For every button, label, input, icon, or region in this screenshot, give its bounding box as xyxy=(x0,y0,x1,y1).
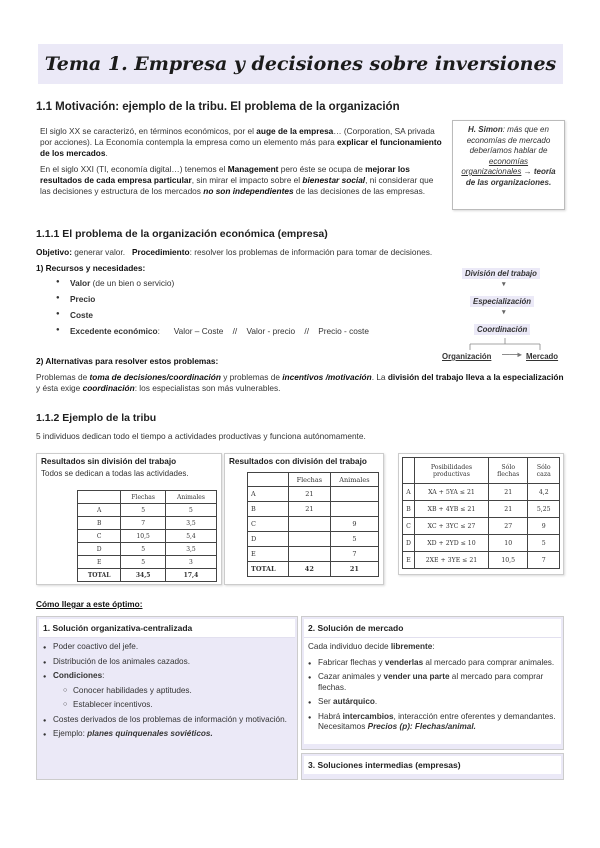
alternativas-paragraph: Problemas de toma de decisiones/coordinación y problemas de incentivos /motivación. La división del trabajo lleva a la especialización y ésta exige coordinación: los especialistas son más vulnerables. xyxy=(36,372,564,393)
paragraph-siglo-xx: El siglo XX se caracterizó, en términos económicos, por el auge de la empresa… (Corporation, SA privada por acciones). La Economía contempla la empresa como un elemento más para explicar el funcionamiento de los mercados. xyxy=(40,126,442,158)
section-heading-1-1: 1.1 Motivación: ejemplo de la tribu. El problema de la organización xyxy=(36,101,400,113)
card-body xyxy=(304,638,561,744)
table-row: D XD + 2YD ≤ 10 10 5 xyxy=(403,535,560,552)
table-row: A 21 xyxy=(248,487,379,502)
table-row: C XC + 3YC ≤ 27 27 9 xyxy=(403,518,560,535)
list-item: ● Distribución de los animales cazados. xyxy=(43,657,291,668)
table-card-con-division xyxy=(224,453,384,585)
table-row: TOTAL 34,5 17,4 xyxy=(78,569,217,582)
node-division: División del trabajo xyxy=(462,268,540,279)
page-title: Tema 1. Empresa y decisiones sobre inversiones xyxy=(44,53,557,75)
list-item: ● Costes derivados de los problemas de información y motivación. xyxy=(43,715,291,726)
recursos-list xyxy=(52,278,369,342)
arrow-down-icon: ▾ xyxy=(502,281,506,288)
table-title: Resultados sin división del trabajo xyxy=(41,457,177,466)
arrow-down-icon: ▾ xyxy=(502,309,506,316)
card-title: 2. Solución de mercado xyxy=(304,619,561,638)
objective-line: Objetivo: generar valor. Procedimiento: resolver los problemas de información para tomar de decisiones. xyxy=(36,247,433,257)
card-title: 1. Solución organizativa-centralizada xyxy=(39,619,295,638)
table-row: C 9 xyxy=(248,517,379,532)
node-organizacion: Organización xyxy=(442,352,492,361)
alternativas-heading: 2) Alternativas para resolver estos problemas: xyxy=(36,356,219,366)
table-row: E 7 xyxy=(248,547,379,562)
recursos-heading: 1) Recursos y necesidades: xyxy=(36,263,146,273)
list-item: ● Coste xyxy=(52,310,369,326)
division-trabajo-diagram xyxy=(440,268,570,368)
list-item: ● Cazar animales y vender una parte al mercado para comprar flechas. xyxy=(308,672,557,693)
list-item: ● Fabricar flechas y venderlas al mercado para comprar animales. xyxy=(308,658,557,669)
simon-note: H. Simon: más que en economías de mercado deberíamos hablar de economías organizacionales → teoría de las organizaciones. xyxy=(452,120,565,210)
table-row: B 7 3,5 xyxy=(78,517,217,530)
table-row: B XB + 4YB ≤ 21 21 5,25 xyxy=(403,501,560,518)
tribu-intro: 5 individuos dedican todo el tiempo a actividades productivas y funciona autónomamente. xyxy=(36,431,366,441)
list-item: ● Ejemplo: planes quinquenales soviéticos. xyxy=(43,729,291,740)
table-row: A XA + 5YA ≤ 21 21 4,2 xyxy=(403,484,560,501)
list-item: ● Valor (de un bien o servicio) xyxy=(52,278,369,294)
section-heading-1-1-2: 1.1.2 Ejemplo de la tribu xyxy=(36,412,157,424)
list-item: ● Habrá intercambios, interacción entre oferentes y demandantes. Necesitamos Precios (p): Flechas/animal. xyxy=(308,712,557,733)
table-card-posibilidades xyxy=(398,453,564,575)
table-subtitle: Todos se dedican a todas las actividades. xyxy=(41,469,189,478)
table-row: TOTAL 42 21 xyxy=(248,562,379,577)
node-mercado: Mercado xyxy=(526,352,559,361)
table-row: C 10,5 5,4 xyxy=(78,530,217,543)
table-row: B 21 xyxy=(248,502,379,517)
table-sin-division: Flechas Animales A 5 5 B 7 3,5 C 10,5 5,4 D 5 3,5 E 5 3 TOTAL 34,5 17,4 xyxy=(77,490,217,582)
paragraph-siglo-xxi: En el siglo XXI (TI, economía digital…) tenemos el Management pero éste se ocupa de mejorar los resultados de cada empresa particular, sin mirar el impacto sobre el bienestar social, ni considerar que las decisiones y estructura de los mercados no son independientes de las decisiones de las empresas. xyxy=(40,164,434,196)
table-row: D 5 xyxy=(248,532,379,547)
solution-card-intermedias xyxy=(301,753,564,780)
table-row: E 2XE + 3YE ≤ 21 10,5 7 xyxy=(403,552,560,569)
table-con-division: Flechas Animales A 21 B 21 C 9 D 5 E 7 TOTAL 42 21 xyxy=(247,472,379,577)
solution-card-mercado xyxy=(301,616,564,750)
card-title: 3. Soluciones intermedias (empresas) xyxy=(304,756,561,774)
node-coordinacion: Coordinación xyxy=(474,324,530,335)
sub-list-item: ○ Conocer habilidades y aptitudes. xyxy=(43,686,291,697)
list-item: ● Poder coactivo del jefe. xyxy=(43,642,291,653)
list-item: ● Ser autárquico. xyxy=(308,697,557,708)
section-heading-1-1-1: 1.1.1 El problema de la organización económica (empresa) xyxy=(36,228,328,240)
solution-card-centralizada xyxy=(36,616,298,780)
card-intro: Cada individuo decide libremente: xyxy=(308,642,435,651)
como-llegar-heading: Cómo llegar a este óptimo: xyxy=(36,599,143,609)
card-body xyxy=(39,638,295,774)
table-row: A 5 5 xyxy=(78,504,217,517)
table-title: Resultados con división del trabajo xyxy=(229,457,367,466)
arrow-right-icon: ——▸ xyxy=(502,350,522,359)
node-especializacion: Especialización xyxy=(470,296,534,307)
list-item: ● Condiciones: xyxy=(43,671,291,682)
table-row: E 5 3 xyxy=(78,556,217,569)
table-posibilidades: Posibilidades productivas Sólo flechas Sólo caza A XA + 5YA ≤ 21 21 4,2 B XB + 4YB ≤ 21 21 5,25 C XC + 3YC ≤ 27 27 9 D XD + 2YD ≤ 10 10 5 E 2XE + 3YE ≤ 21 10,5 7 xyxy=(402,457,560,569)
table-card-sin-division xyxy=(36,453,222,585)
sub-list-item: ○ Establecer incentivos. xyxy=(43,700,291,711)
list-item: ● Excedente económico: Valor – Coste // Valor - precio // Precio - coste xyxy=(52,326,369,342)
title-banner xyxy=(38,44,563,84)
list-item: ● Precio xyxy=(52,294,369,310)
table-row: D 5 3,5 xyxy=(78,543,217,556)
